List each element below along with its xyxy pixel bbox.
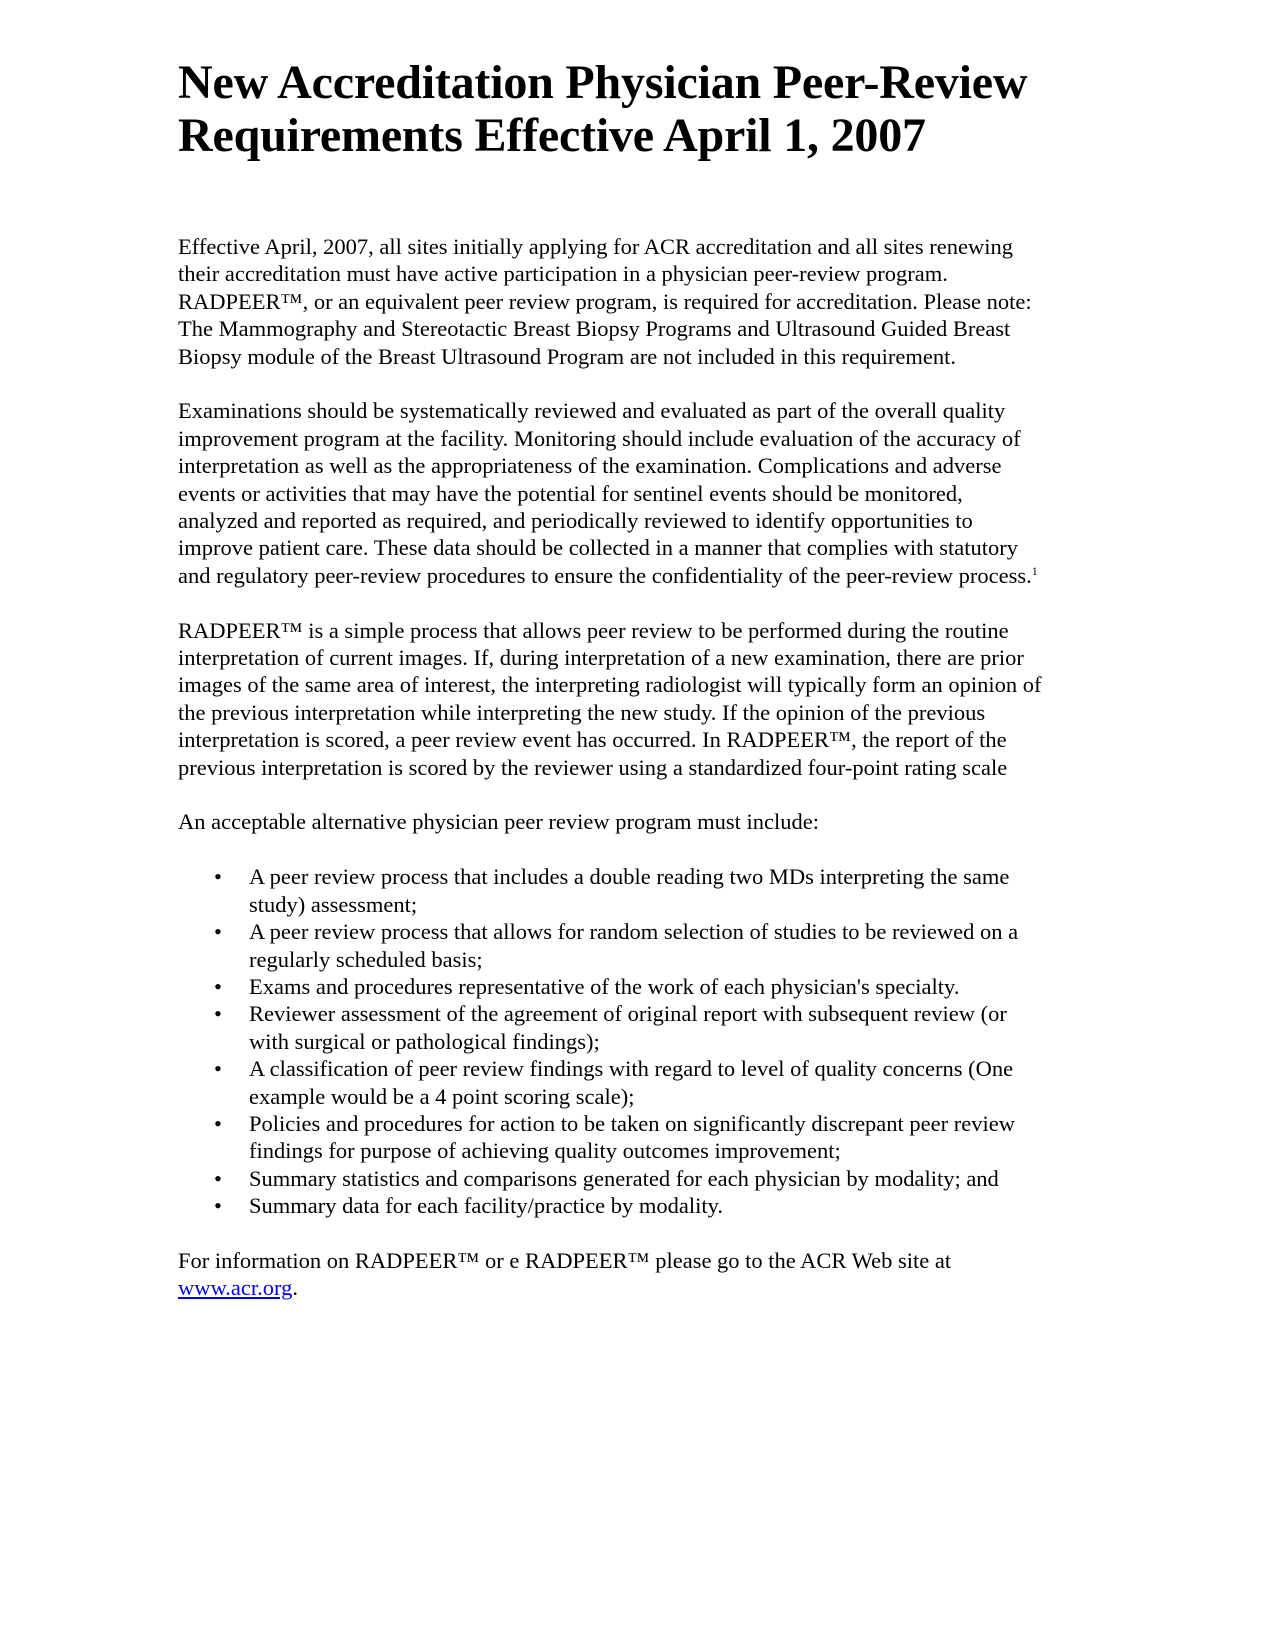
list-item (178, 1000, 1048, 1055)
document-body (178, 233, 1048, 1302)
closing-paragraph (178, 1247, 1048, 1302)
paragraph-examinations (178, 397, 1048, 589)
list-item-text: A classification of peer review findings with regard to level of quality concerns (One example would be a 4 point scoring scale); (249, 1056, 1014, 1109)
list-item (178, 1055, 1048, 1110)
list-item-text: A peer review process that includes a double reading two MDs interpreting the same study) assessment; (249, 864, 1010, 917)
list-item (178, 973, 1048, 1000)
footnote-marker: 1 (1031, 563, 1038, 578)
list-item (178, 863, 1048, 918)
bullet-icon: • (214, 1001, 222, 1027)
bullet-icon: • (214, 1165, 222, 1191)
list-item-text: A peer review process that allows for random selection of studies to be reviewed on a regularly scheduled basis; (249, 919, 1019, 972)
list-item-text: Exams and procedures representative of the work of each physician's specialty. (249, 973, 960, 999)
bullet-icon: • (214, 1110, 222, 1136)
paragraph-examinations-text: Examinations should be systematically reviewed and evaluated as part of the overall quality improvement program at the facility. Monitoring should include evaluation of the accuracy of interpretation as well as the appropriateness of the examination. Complications and adverse events or activities that may have the potential for sentinel events should be monitored, analyzed and reported as required, and periodically reviewed to identify opportunities to improve patient care. These data should be collected in a manner that complies with statutory and regulatory peer-review procedures to ensure the confidentiality of the peer-review process. (178, 398, 1032, 588)
requirements-list (178, 863, 1048, 1219)
closing-text: For information on RADPEER™ or e RADPEER™ please go to the ACR Web site at (178, 1247, 952, 1273)
title-line-1: New Accreditation Physician Peer-Review (178, 56, 1028, 109)
list-item (178, 1110, 1048, 1165)
paragraph-accreditation: Effective April, 2007, all sites initially applying for ACR accreditation and all sites renewing their accreditation must have active participation in a physician peer-review program. RADPEER™, or an equivalent peer review program, is required for accreditation. Please note: The Mammography and Stereotactic Breast Biopsy Programs and Ultrasound Guided Breast Biopsy module of the Breast Ultrasound Program are not included in this requirement. (178, 234, 1032, 369)
bullet-icon: • (214, 919, 222, 945)
list-item (178, 1165, 1048, 1192)
title-line-2: Requirements Effective April 1, 2007 (178, 109, 926, 162)
list-item-text: Summary statistics and comparisons generated for each physician by modality; and (249, 1165, 999, 1191)
paragraph-radpeer: RADPEER™ is a simple process that allows peer review to be performed during the routine interpretation of current images. If, during interpretation of a new examination, there are prior images of the same area of interest, the interpreting radiologist will typically form an opinion of the previous interpretation while interpreting the new study. If the opinion of the previous interpretation is scored, a peer review event has occurred. In RADPEER™, the report of the previous interpretation is scored by the reviewer using a standardized four-point rating scale (178, 617, 1042, 780)
bullet-icon: • (214, 1193, 222, 1219)
document-page (178, 56, 1048, 1302)
list-item (178, 918, 1048, 973)
bullet-icon: • (214, 1056, 222, 1082)
list-item (178, 1192, 1048, 1219)
acr-website-link[interactable]: www.acr.org (178, 1275, 293, 1301)
list-item-text: Policies and procedures for action to be taken on significantly discrepant peer review findings for purpose of achieving quality outcomes improvement; (249, 1110, 1015, 1164)
list-intro: An acceptable alternative physician peer review program must include: (178, 809, 819, 835)
list-item-text: Summary data for each facility/practice by modality. (249, 1193, 723, 1219)
list-item-text: Reviewer assessment of the agreement of original report with subsequent review (or with surgical or pathological findings); (249, 1001, 1007, 1054)
closing-period: . (292, 1275, 298, 1301)
bullet-icon: • (214, 864, 222, 890)
bullet-icon: • (214, 973, 222, 999)
page-title (178, 56, 1048, 162)
